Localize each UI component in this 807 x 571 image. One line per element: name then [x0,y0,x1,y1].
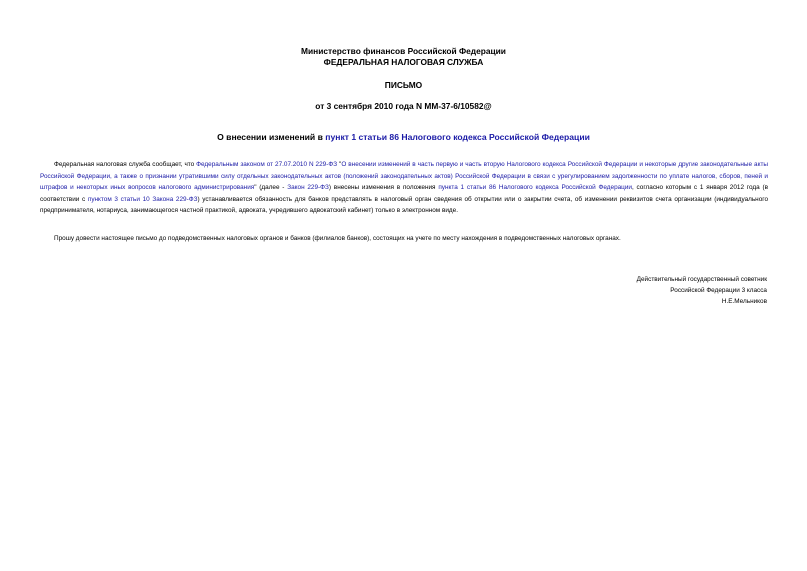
signature-title: Действительный государственный советник [636,276,767,283]
subject-prefix: О внесении изменений в [217,132,326,142]
service-name: ФЕДЕРАЛЬНАЯ НАЛОГОВАЯ СЛУЖБА [323,57,484,67]
p1-text-4: ) внесены изменения в положения [328,184,439,192]
p1-text-6: ) устанавливается обязанность для банков представлять в налоговый орган сведения об открытии или о закрытии счета, об изменении реквизитов счета организации (индивидуального предпринимателя, нотариуса, занимающегося частной практикой, адвоката, учредившего адвокатский кабинет) только в электронном виде. [40,195,769,215]
document-subject [0,132,807,142]
ministry-name: Министерство финансов Российской Федерации [301,46,506,56]
signature-rank: Российской Федерации 3 класса [670,287,767,294]
paragraph-2: Прошу довести настоящее письмо до подведомственных налоговых органов и банков (филиалов банков), состоящих на учете по месту нахождения в подведомственных налоговых органах. [54,235,621,242]
law-title-link[interactable]: О внесении изменений в часть первую и часть вторую Налогового кодекса Российской Федерации и некоторые другие законодательные акты Российской Федерации, а также о признании утратившими силу отдельных законодательных актов (положений законодательных актов) Российской Федерации в связи с урегулированием задолженности по уплате налогов, сборов, пеней и штрафов и некоторых иных вопросов налогового администрирования [40,161,768,192]
document-type: ПИСЬМО [384,80,423,90]
p1-text-5: , согласно которым с 1 января 2012 года (в соответствии с [40,184,768,203]
law-229-short-link[interactable]: Закон 229-ФЗ [287,184,329,192]
law-229-link[interactable]: Федеральным законом от 27.07.2010 N 229-ФЗ [196,161,338,168]
p1-text-1: Федеральная налоговая служба сообщает, что [54,161,197,168]
paragraph-1 [40,159,768,217]
subject-link[interactable]: пункт 1 статьи 86 Налогового кодекса Российской Федерации [325,132,590,142]
article-10-link[interactable]: пунктом 3 статьи 10 Закона 229-ФЗ [87,195,198,203]
p1-text-3: " (далее - [254,184,288,192]
document-date-number: от 3 сентября 2010 года N ММ-37-6/10582@ [315,101,492,111]
p1-text-2: " [337,161,342,168]
signature-name: Н.Е.Мельников [721,298,767,305]
article-86-link[interactable]: пункта 1 статьи 86 Налогового кодекса Российской Федерации [438,184,632,192]
